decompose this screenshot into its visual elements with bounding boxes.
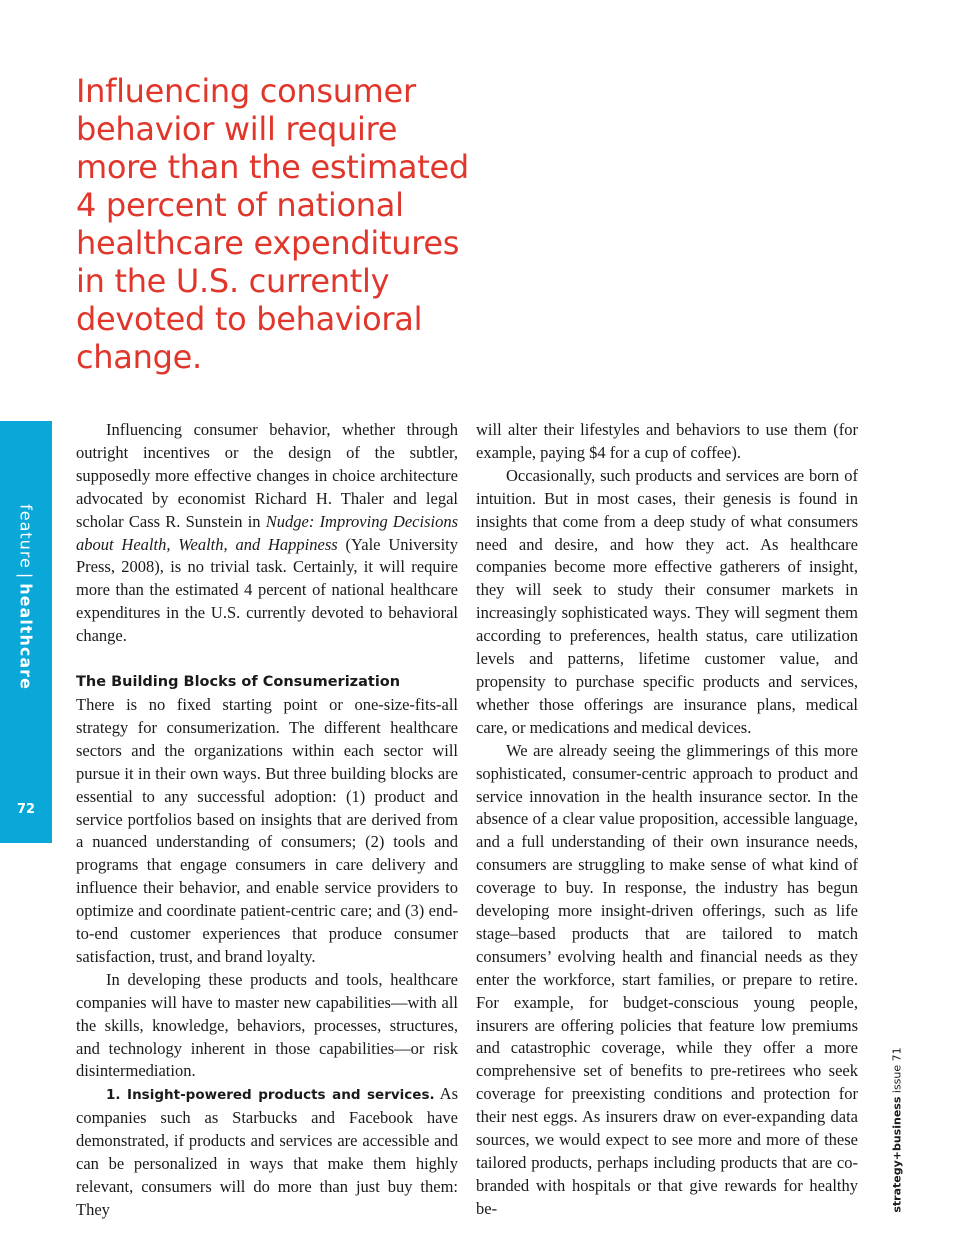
section-tab bbox=[0, 421, 52, 843]
pull-quote: Influencing consumer behavior will require more than the estimated 4 percent of national healthcare expenditures in the U.S. currently devoted to behavioral change. bbox=[76, 72, 469, 376]
section-topic: healthcare bbox=[16, 583, 36, 690]
intro-text-start: Influencing consumer behavior, whether through outright incentives or the design of the subtler, supposedly more effective changes in choice architecture advocated by economist Richard H. Thaler and legal scholar Cass R. Sunstein in bbox=[76, 420, 458, 531]
run-in-heading: 1. Insight-powered products and services. bbox=[106, 1087, 435, 1104]
body-paragraph: will alter their lifestyles and behaviors to use them (for example, paying $4 for a cup of coffee). bbox=[476, 420, 858, 462]
publication-footer bbox=[891, 1047, 904, 1212]
body-paragraph bbox=[76, 1083, 458, 1221]
run-in-text: As companies such as Starbucks and Facebook have demonstrated, if products and services are accessible and can be personalized in ways that make them highly relevant, consumers will do more than just buy them: They bbox=[76, 1084, 458, 1219]
intro-paragraph bbox=[76, 419, 458, 648]
section-heading: The Building Blocks of Consumerization bbox=[76, 674, 401, 691]
book-title: Nudge: Improving Decisions about Health, Wealth, and Happiness bbox=[76, 511, 458, 554]
publication-name: strategy+business bbox=[890, 1096, 904, 1213]
intro-text-end: (Yale University Press, 2008), is no trivial task. Certainly, it will require more than the estimated 4 percent of national healthcare expenditures in the U.S. currently devoted to behavioral change. bbox=[76, 534, 458, 646]
left-column bbox=[76, 419, 458, 1222]
body-paragraph: Occasionally, such products and services are born of intuition. But in most cases, their genesis is found in insights that come from a deep study of what consumers need and desire, and how they act. As healthcare companies become more effective gatherers of insight, they will seek to study their consumer markets in increasingly sophisticated ways. They will segment them according to preferences, health status, care utilization levels and patterns, lifetime customer value, and propensity to purchase specific products and services, whether those offerings are insurance plans, medical care, or medications and medical devices. bbox=[476, 465, 858, 737]
body-paragraph: In developing these products and tools, healthcare companies will have to master new capabilities—with all the skills, knowledge, behaviors, processes, structures, and technology inherent in those capabilities—or risk disintermediation. bbox=[76, 969, 458, 1081]
body-paragraph: There is no fixed starting point or one-size-fits-all strategy for consumerization. The different healthcare sectors and the organizations within each sector will pursue it in their own ways. But three building blocks are essential to any successful adoption: (1) product and service portfolios based on insights that are derived from a nuanced understanding of consumers; (2) tools and programs that engage consumers in care delivery and influence their behavior, and enable service providers to optimize and coordinate patient-centric care; and (3) end-to-end customer experiences that produce consumer satisfaction, trust, and brand loyalty. bbox=[76, 694, 458, 966]
section-label bbox=[17, 504, 36, 690]
right-column bbox=[476, 419, 858, 1221]
section-separator: | bbox=[16, 572, 36, 580]
body-paragraph: We are already seeing the glimmerings of this more sophisticated, consumer-centric approach to product and service innovation in the health insurance sector. In the absence of a clear value proposition, accessible language, and a full understanding of their own insurance needs, consumers are struggling to make sense of what kind of coverage to buy. In response, the industry has begun developing more insight-driven offerings, such as life stage–based products that are tailored to match consumers’ evolving health and financial needs as they enter the workforce, start families, or prepare to retire. For example, for budget-conscious young people, insurers are offering policies that feature low premiums and catastrophic coverage, while they offer a more comprehensive set of benefits to pre-retirees who seek coverage for preexisting conditions and protection for their nest eggs. As insurers draw on ever-expanding data sources, we would expect to see more and more of these tailored products, perhaps including products that are co-branded with hospitals or that give rewards for healthy be- bbox=[476, 740, 858, 1218]
issue-number: issue 71 bbox=[890, 1047, 904, 1094]
section-name: feature bbox=[16, 504, 36, 569]
page-number: 72 bbox=[16, 802, 36, 817]
